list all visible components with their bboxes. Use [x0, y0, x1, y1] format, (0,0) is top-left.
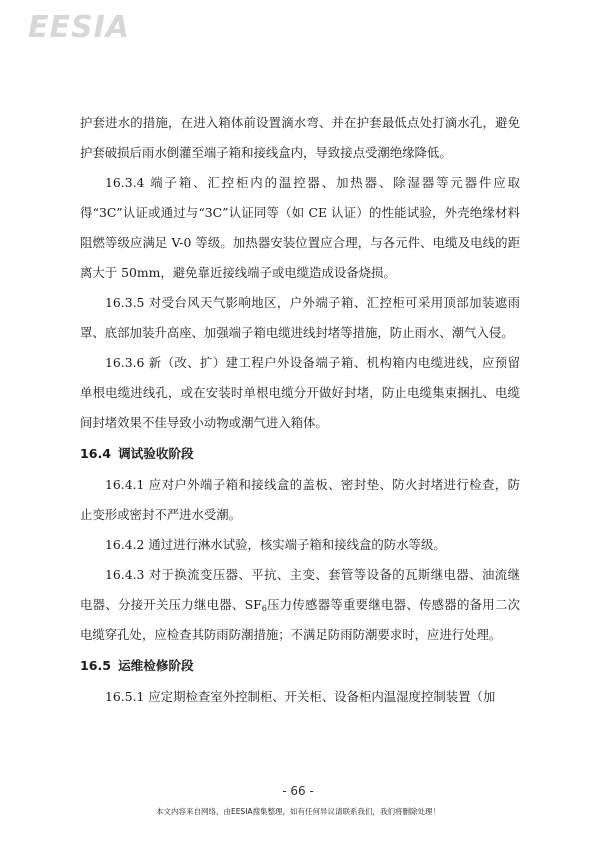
paragraph-16-3-5: 16.3.5 对受台风天气影响地区，户外端子箱、汇控柜可采用顶部加装遮雨罩、底部加装升高座、加强端子箱电缆进线封堵等措施，防止雨水、潮气入侵。 — [80, 295, 520, 340]
text-part: 压力传感器等重要继电器、传感器的备用二次电缆穿孔处，应检查其防雨防潮措施；不满足防雨防潮要求时，应进行处理。 — [80, 597, 521, 642]
paragraph-16-4-2: 16.4.2 通过进行淋水试验，核实端子箱和接线盒的防水等级。 — [105, 537, 446, 552]
section-title: 运维检修阶段 — [118, 658, 194, 673]
page-number: - 66 - — [282, 784, 314, 798]
section-heading-16-4 — [80, 438, 520, 470]
section-number: 16.5 — [80, 658, 112, 673]
paragraph-16-3-6: 16.3.6 新（改、扩）建工程户外设备端子箱、机构箱内电缆进线，应预留单根电缆进线孔，或在安装时单根电缆分开做好封堵，防止电缆集束捆扎、电缆间封堵效果不佳导致小动物或潮气进入箱体。 — [80, 355, 520, 430]
paragraph-continued: 护套进水的措施，在进入箱体前设置滴水弯、并在护套最低点处打滴水孔，避免护套破损后雨水倒灌至端子箱和接线盒内，导致接点受潮绝缘降低。 — [80, 115, 520, 160]
footer-notice: 本文内容来自网络，由EESIA搜集整理，如有任何异议请联系我们，我们将删除处理！ — [155, 807, 441, 816]
document-body — [80, 108, 520, 712]
paragraph-16-4-3 — [80, 560, 520, 650]
paragraph-16-5-1: 16.5.1 应定期检查室外控制柜、开关柜、设备柜内温湿度控制装置（加 — [105, 689, 496, 704]
text-part: 16.4.3 对于换流变压器、平抗、主变、套管等设备的瓦斯继电器、油流继电器、分接开关压力继电器、SF — [80, 567, 520, 612]
section-number: 16.4 — [80, 446, 112, 461]
eesia-logo: EESIA — [28, 10, 130, 45]
section-heading-16-5 — [80, 650, 520, 682]
subscript: 6 — [261, 604, 267, 613]
section-title: 调试验收阶段 — [118, 446, 194, 461]
paragraph-16-3-4: 16.3.4 端子箱、汇控柜内的温控器、加热器、除湿器等元器件应取得“3C”认证或通过与“3C”认证同等（如 CE 认证）的性能试验，外壳绝缘材料阻燃等级应满足 V-0 等级。加热器安装位置应合理，与各元件、电缆及电线的距离大于 50mm，避免靠近接线端子或电缆造成设备烧损。 — [80, 175, 520, 280]
paragraph-16-4-1: 16.4.1 应对户外端子箱和接线盒的盖板、密封垫、防火封堵进行检查，防止变形或密封不严进水受潮。 — [80, 477, 520, 522]
